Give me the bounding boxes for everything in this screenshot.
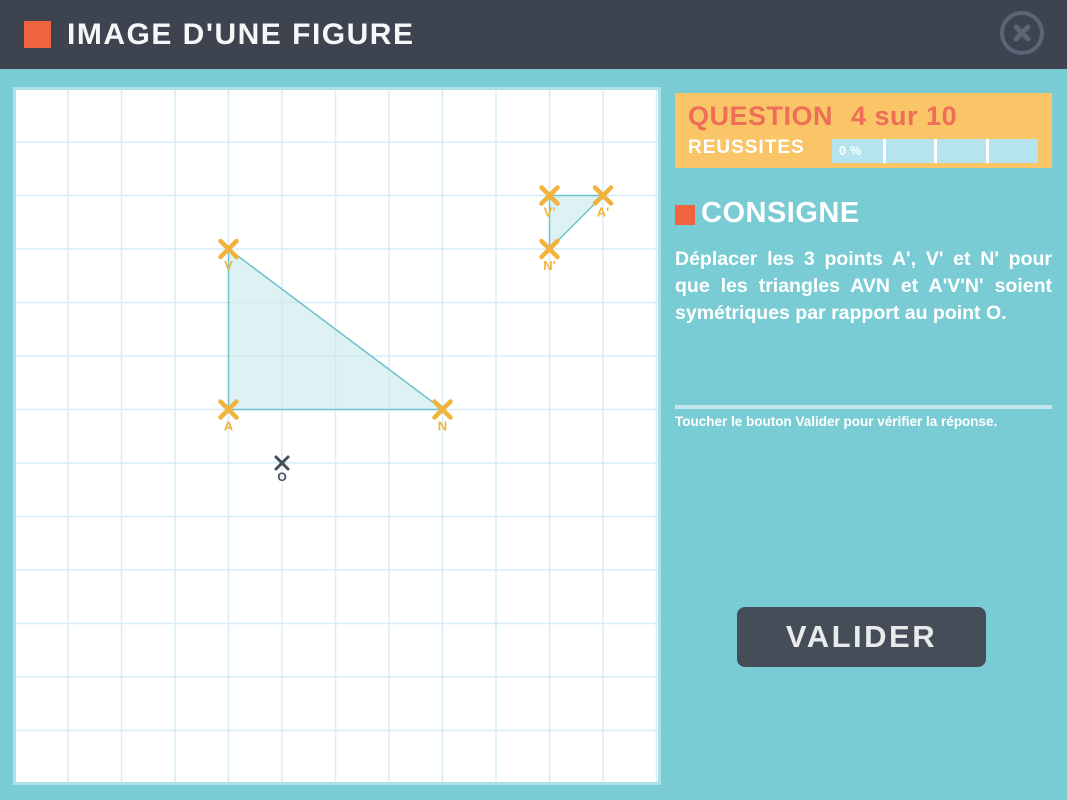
progress-divider — [986, 139, 989, 163]
consigne-instructions: Déplacer les 3 points A', V' et N' pour que les triangles AVN et A'V'N' soient symétriques par rapport au point O. — [675, 248, 1052, 324]
point-label-o: O — [277, 470, 287, 484]
question-row — [688, 101, 1039, 132]
close-button[interactable] — [1000, 11, 1044, 55]
title-bar — [0, 0, 1067, 69]
board-svg — [16, 90, 658, 782]
consigne-accent-square — [675, 205, 695, 225]
point-marker-o — [276, 457, 288, 484]
consigne-title: CONSIGNE — [701, 197, 860, 229]
point-label-a-prime: A' — [596, 204, 610, 220]
question-panel — [675, 93, 1052, 168]
point-label-v-prime: V' — [543, 204, 556, 220]
consigne-heading — [675, 197, 860, 230]
sidebar — [675, 90, 1052, 790]
point-label-v: V — [224, 258, 233, 273]
question-number: 4 sur 10 — [851, 101, 958, 131]
point-label-a: A — [223, 418, 234, 434]
hint-text: Toucher le bouton Valider pour vérifier la réponse. — [675, 414, 998, 429]
point-label-n: N — [437, 418, 448, 434]
hint-divider — [675, 405, 1052, 409]
progress-divider — [883, 139, 886, 163]
point-label-n-prime: N' — [543, 258, 556, 273]
progress-percent: 0 % — [839, 143, 862, 158]
page-title: IMAGE D'UNE FIGURE — [67, 17, 415, 51]
progress-bar — [832, 139, 1038, 163]
reussites-label: REUSSITES — [688, 137, 805, 158]
question-label: QUESTION — [688, 101, 834, 131]
title-accent-square — [24, 21, 51, 48]
close-icon — [1011, 22, 1033, 44]
valider-button[interactable]: VALIDER — [737, 607, 986, 667]
progress-divider — [934, 139, 937, 163]
geometry-board — [16, 90, 658, 782]
